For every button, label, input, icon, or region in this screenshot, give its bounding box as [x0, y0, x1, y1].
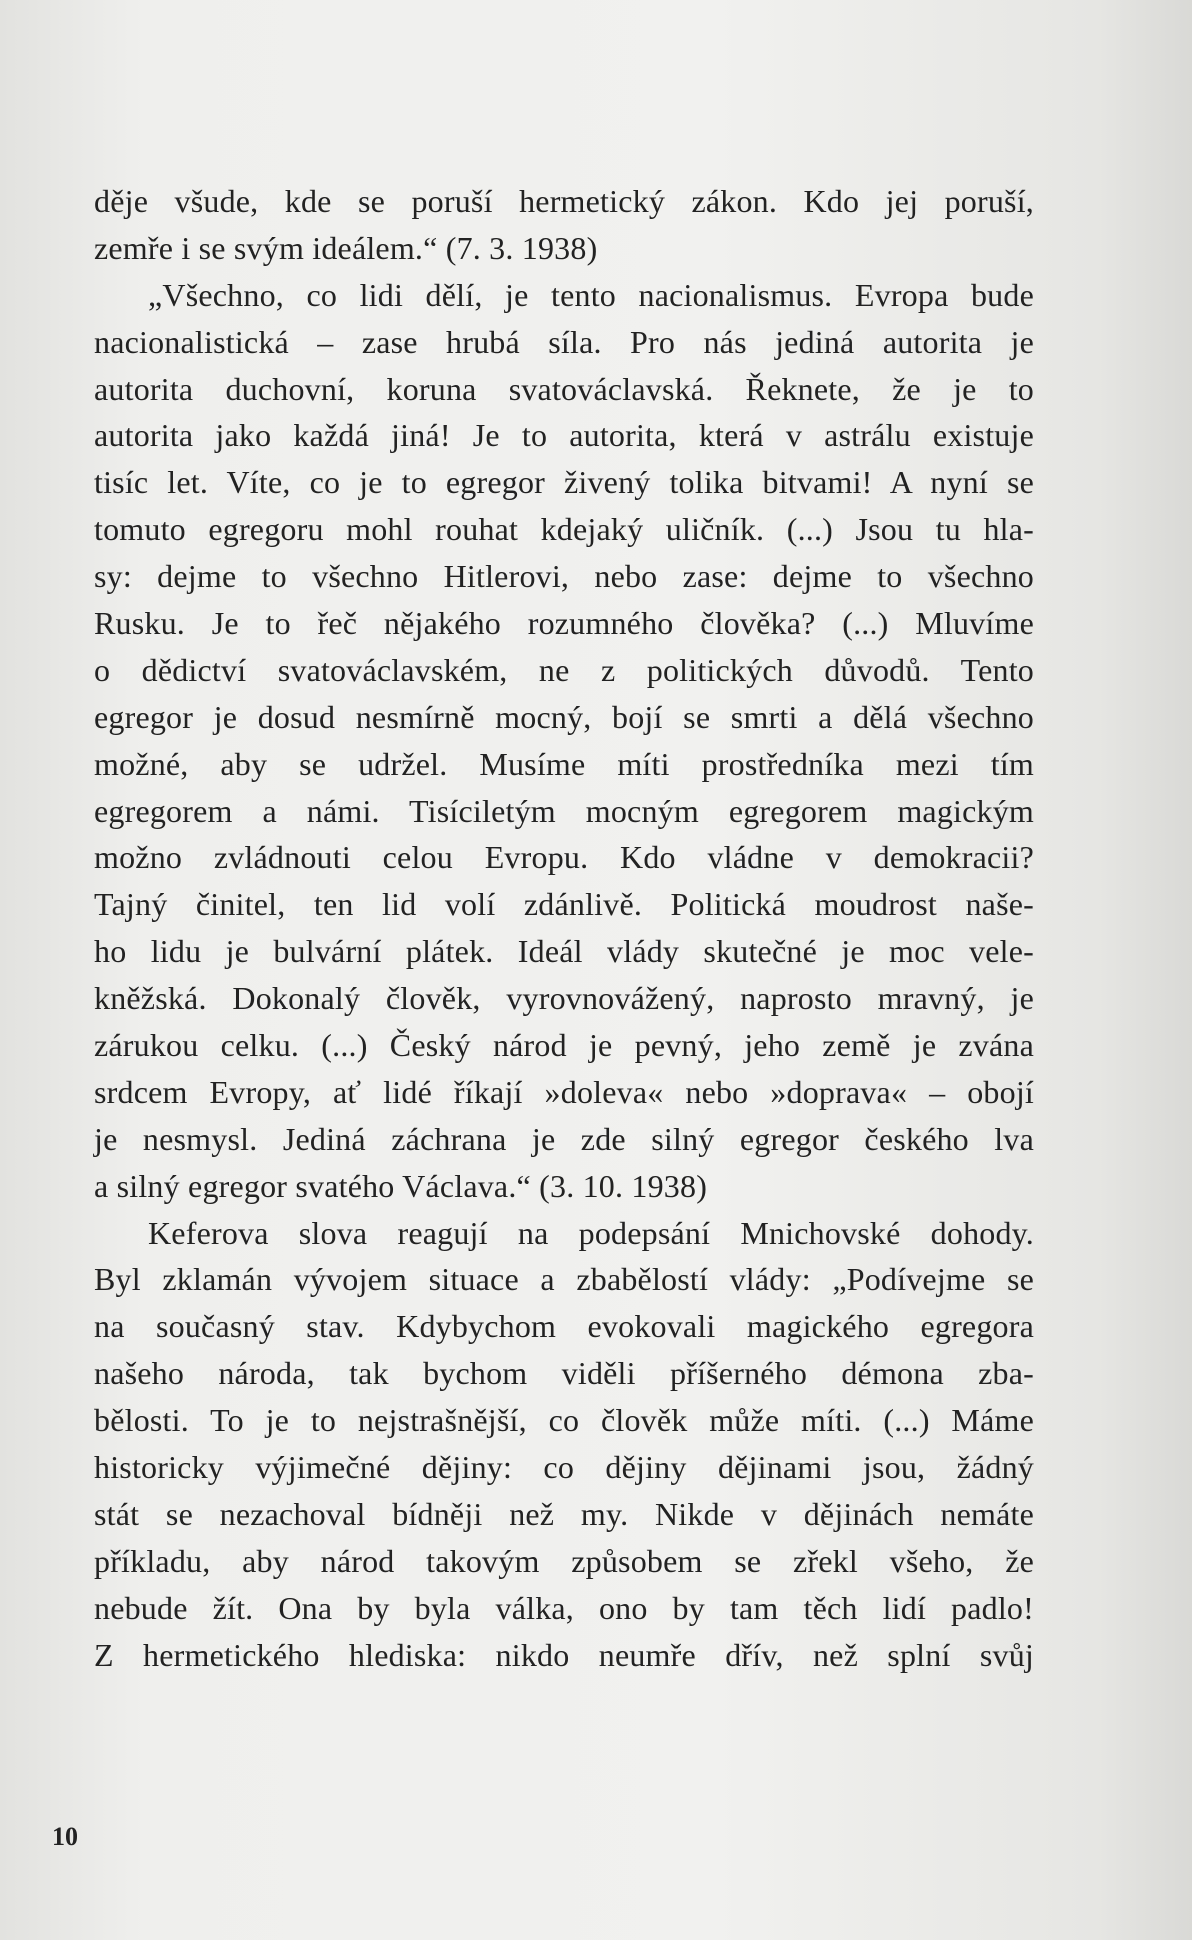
- text-line: Rusku. Je to řeč nějakého rozumného člověka? (...) Mluvíme: [94, 605, 1034, 642]
- text-line: zemře i se svým ideálem.“ (7. 3. 1938): [94, 229, 598, 266]
- text-line: Tajný činitel, ten lid volí zdánlivě. Politická moudrost naše-: [94, 886, 1034, 923]
- text-line: možno zvládnouti celou Evropu. Kdo vládne v demokracii?: [94, 839, 1034, 876]
- text-line: děje všude, kde se poruší hermetický zákon. Kdo jej poruší,: [94, 183, 1034, 219]
- text-line: nebude žít. Ona by byla válka, ono by tam těch lidí padlo!: [94, 1589, 1034, 1626]
- text-line: stát se nezachoval bídněji než my. Nikde v dějinách nemáte: [94, 1495, 1034, 1532]
- text-line: tisíc let. Víte, co je to egregor živený tolika bitvami! A nyní se: [94, 464, 1034, 501]
- page-number: 10: [52, 1822, 78, 1851]
- text-line: tomuto egregoru mohl rouhat kdejaký uličník. (...) Jsou tu hla-: [94, 511, 1034, 548]
- text-line: autorita duchovní, koruna svatováclavská. Řeknete, že je to: [94, 370, 1034, 407]
- text-line: Z hermetického hlediska: nikdo neumře dřív, než splní svůj: [94, 1636, 1034, 1673]
- text-line: možné, aby se udržel. Musíme míti prostředníka mezi tím: [94, 745, 1034, 782]
- text-line: a silný egregor svatého Václava.“ (3. 10. 1938): [94, 1167, 708, 1204]
- text-line: srdcem Evropy, ať lidé říkají »doleva« nebo »doprava« – obojí: [94, 1073, 1034, 1110]
- text-line: o dědictví svatováclavském, ne z politických důvodů. Tento: [94, 651, 1034, 688]
- text-line: je nesmysl. Jediná záchrana je zde silný egregor českého lva: [94, 1120, 1034, 1157]
- text-line: bělosti. To je to nejstrašnější, co člověk může míti. (...) Máme: [94, 1402, 1034, 1439]
- text-line: historicky výjimečné dějiny: co dějiny dějinami jsou, žádný: [94, 1449, 1034, 1486]
- text-line: na současný stav. Kdybychom evokovali magického egregora: [94, 1308, 1034, 1345]
- text-line: egregor je dosud nesmírně mocný, bojí se smrti a dělá všechno: [94, 698, 1034, 735]
- text-line: našeho národa, tak bychom viděli příšerného démona zba-: [94, 1355, 1034, 1392]
- text-line: sy: dejme to všechno Hitlerovi, nebo zase: dejme to všechno: [94, 558, 1034, 595]
- text-line: Keferova slova reagují na podepsání Mnichovské dohody.: [148, 1214, 1034, 1251]
- text-line: Byl zklamán vývojem situace a zbabělostí vlády: „Podívejme se: [94, 1261, 1034, 1298]
- text-line: zárukou celku. (...) Český národ je pevný, jeho země je zvána: [94, 1027, 1034, 1064]
- text-line: „Všechno, co lidi dělí, je tento nacionalismus. Evropa bude: [148, 276, 1034, 313]
- body-text: [94, 178, 1034, 1679]
- text-line: autorita jako každá jiná! Je to autorita, která v astrálu existuje: [94, 417, 1034, 454]
- text-line: kněžská. Dokonalý člověk, vyrovnovážený, naprosto mravný, je: [94, 980, 1034, 1017]
- text-line: příkladu, aby národ takovým způsobem se zřekl všeho, že: [94, 1542, 1034, 1579]
- text-line: egregorem a námi. Tisíciletým mocným egregorem magickým: [94, 792, 1034, 829]
- text-line: ho lidu je bulvární plátek. Ideál vlády skutečné je moc vele-: [94, 933, 1034, 970]
- text-line: nacionalistická – zase hrubá síla. Pro nás jediná autorita je: [94, 323, 1034, 360]
